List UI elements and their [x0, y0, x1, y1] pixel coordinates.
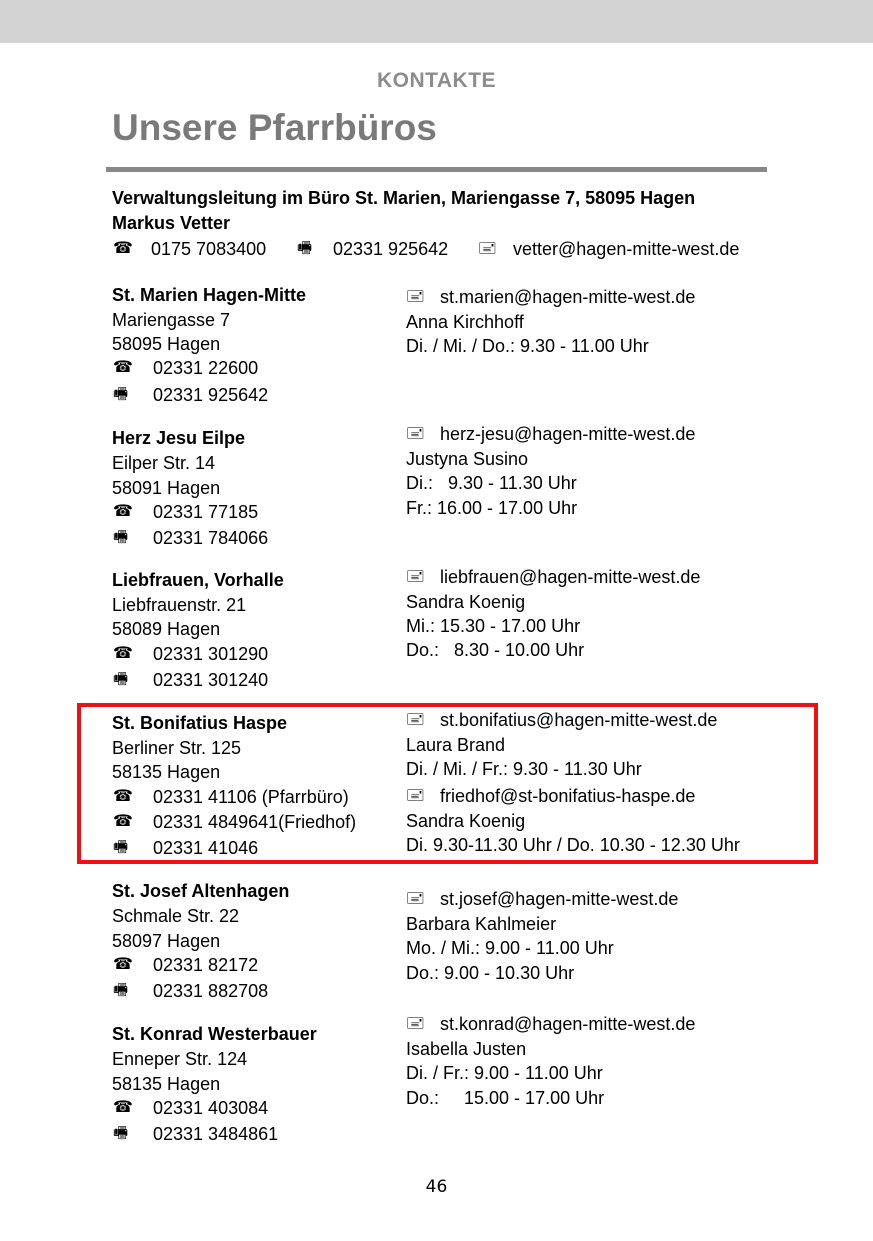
office-fax: 02331 882708: [153, 981, 269, 1001]
office-hours: Do.: 9.00 - 10.30 Uhr: [406, 963, 575, 983]
office-name: Herz Jesu Eilpe: [112, 428, 246, 448]
office-hours: Mi.: 15.30 - 17.00 Uhr: [406, 616, 581, 636]
admin-fax: 02331 925642: [333, 239, 449, 259]
office-hours: Di. / Fr.: 9.00 - 11.00 Uhr: [406, 1063, 603, 1083]
office-contact: Sandra Koenig: [406, 592, 526, 612]
page-number: 46: [425, 1177, 448, 1197]
office-city: 58135 Hagen: [112, 1074, 221, 1094]
office-email[interactable]: st.josef@hagen-mitte-west.de: [440, 889, 679, 909]
office-email[interactable]: liebfrauen@hagen-mitte-west.de: [440, 567, 701, 587]
fax-icon: 🖷: [113, 671, 129, 688]
title-divider: [106, 167, 767, 172]
admin-email[interactable]: vetter@hagen-mitte-west.de: [513, 239, 740, 259]
office-phone: 02331 77185: [153, 502, 259, 522]
office-fax: 02331 784066: [153, 528, 269, 548]
office-street: Mariengasse 7: [112, 310, 231, 330]
office-phone: 02331 22600: [153, 358, 259, 378]
office-phone: 02331 4849641(Friedhof): [153, 812, 357, 832]
page-title: Unsere Pfarrbüros: [112, 107, 437, 148]
office-name: St. Marien Hagen-Mitte: [112, 285, 307, 305]
office-city: 58095 Hagen: [112, 334, 221, 354]
phone-icon: ☎: [113, 240, 133, 257]
phone-icon: ☎: [113, 1099, 133, 1116]
section-title: KONTAKTE: [376, 69, 497, 92]
office-name: St. Bonifatius Haspe: [112, 713, 288, 733]
office-fax: 02331 3484861: [153, 1124, 279, 1144]
office-hours: Di.: 9.30 - 11.30 Uhr: [406, 473, 577, 493]
email-icon: 🖃: [406, 568, 425, 585]
top-bar: [0, 0, 873, 43]
office-street: Enneper Str. 124: [112, 1049, 248, 1069]
office-email[interactable]: st.konrad@hagen-mitte-west.de: [440, 1014, 696, 1034]
office-fax: 02331 301240: [153, 670, 269, 690]
email-icon: 🖃: [406, 288, 425, 305]
email-icon: 🖃: [478, 240, 497, 257]
office-fax: 02331 925642: [153, 385, 269, 405]
office-name: St. Konrad Westerbauer: [112, 1024, 317, 1044]
admin-heading: Verwaltungsleitung im Büro St. Marien, Mariengasse 7, 58095 Hagen: [112, 188, 696, 208]
office-hours: Di. / Mi. / Fr.: 9.30 - 11.30 Uhr: [406, 759, 642, 779]
office-street: Eilper Str. 14: [112, 453, 216, 473]
fax-icon: 🖷: [113, 839, 129, 856]
office-phone: 02331 403084: [153, 1098, 269, 1118]
office-contact: Laura Brand: [406, 735, 506, 755]
office-email[interactable]: st.bonifatius@hagen-mitte-west.de: [440, 710, 718, 730]
fax-icon: 🖷: [113, 529, 129, 546]
office-city: 58091 Hagen: [112, 478, 221, 498]
office-hours: Do.: 8.30 - 10.00 Uhr: [406, 640, 585, 660]
phone-icon: ☎: [113, 359, 133, 376]
office-street: Schmale Str. 22: [112, 906, 240, 926]
fax-icon: 🖷: [113, 386, 129, 403]
email-icon: 🖃: [406, 425, 425, 442]
office-fax: 02331 41046: [153, 838, 259, 858]
office-city: 58089 Hagen: [112, 619, 221, 639]
office-name: Liebfrauen, Vorhalle: [112, 570, 284, 590]
phone-icon: ☎: [113, 503, 133, 520]
office-hours: Mo. / Mi.: 9.00 - 11.00 Uhr: [406, 938, 614, 958]
office-hours: Do.: 15.00 - 17.00 Uhr: [406, 1088, 605, 1108]
office-phone: 02331 41106 (Pfarrbüro): [153, 787, 349, 807]
office-hours: Di. / Mi. / Do.: 9.30 - 11.00 Uhr: [406, 336, 649, 356]
office-city: 58097 Hagen: [112, 931, 221, 951]
phone-icon: ☎: [113, 956, 133, 973]
office-email[interactable]: herz-jesu@hagen-mitte-west.de: [440, 424, 696, 444]
office-street: Liebfrauenstr. 21: [112, 595, 247, 615]
email-icon: 🖃: [406, 711, 425, 728]
email-icon: 🖃: [406, 787, 425, 804]
office-hours: Fr.: 16.00 - 17.00 Uhr: [406, 498, 578, 518]
phone-icon: ☎: [113, 813, 133, 830]
office-email-cemetery[interactable]: friedhof@st-bonifatius-haspe.de: [440, 786, 696, 806]
phone-icon: ☎: [113, 645, 133, 662]
admin-name: Markus Vetter: [112, 213, 231, 233]
office-contact: Sandra Koenig: [406, 811, 526, 831]
office-contact: Justyna Susino: [406, 449, 529, 469]
office-hours: Di. 9.30-11.30 Uhr / Do. 10.30 - 12.30 Uhr: [406, 835, 740, 855]
office-city: 58135 Hagen: [112, 762, 221, 782]
email-icon: 🖃: [406, 890, 425, 907]
office-contact: Anna Kirchhoff: [406, 312, 524, 332]
office-phone: 02331 82172: [153, 955, 259, 975]
fax-icon: 🖷: [113, 982, 129, 999]
office-contact: Barbara Kahlmeier: [406, 914, 557, 934]
fax-icon: 🖷: [297, 240, 313, 257]
office-email[interactable]: st.marien@hagen-mitte-west.de: [440, 287, 696, 307]
office-contact: Isabella Justen: [406, 1039, 527, 1059]
phone-icon: ☎: [113, 788, 133, 805]
admin-phone: 0175 7083400: [151, 239, 267, 259]
office-phone: 02331 301290: [153, 644, 269, 664]
office-name: St. Josef Altenhagen: [112, 881, 290, 901]
email-icon: 🖃: [406, 1015, 425, 1032]
office-street: Berliner Str. 125: [112, 738, 242, 758]
fax-icon: 🖷: [113, 1125, 129, 1142]
